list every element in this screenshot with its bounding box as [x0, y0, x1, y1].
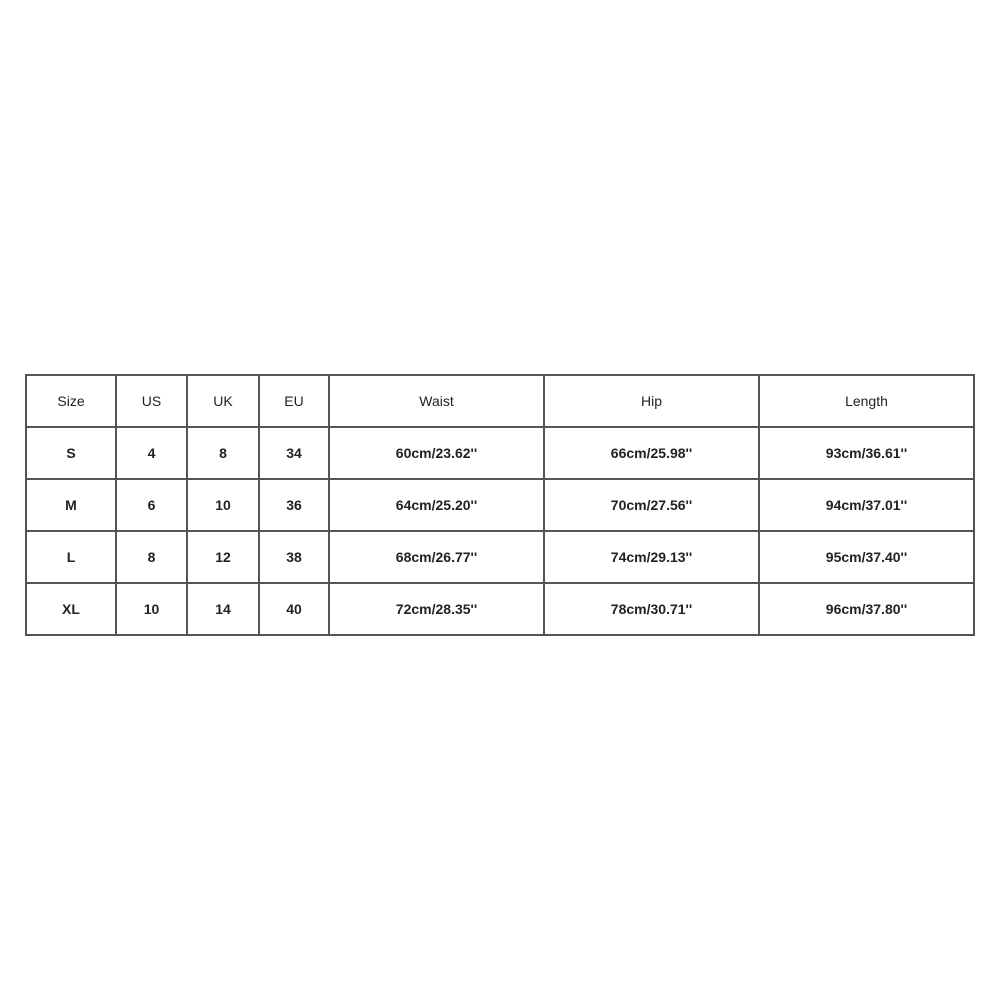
size-chart-body: [26, 427, 974, 635]
cell-hip: 66cm/25.98'': [544, 427, 759, 479]
cell-eu: 40: [259, 583, 329, 635]
cell-size: XL: [26, 583, 116, 635]
header-size: Size: [26, 375, 116, 427]
cell-uk: 12: [187, 531, 259, 583]
size-chart-table: [25, 374, 975, 636]
header-waist: Waist: [329, 375, 544, 427]
header-row: [26, 375, 974, 427]
cell-eu: 38: [259, 531, 329, 583]
cell-waist: 64cm/25.20'': [329, 479, 544, 531]
header-length: Length: [759, 375, 974, 427]
cell-hip: 70cm/27.56'': [544, 479, 759, 531]
cell-us: 4: [116, 427, 187, 479]
cell-length: 93cm/36.61'': [759, 427, 974, 479]
cell-hip: 74cm/29.13'': [544, 531, 759, 583]
header-us: US: [116, 375, 187, 427]
cell-eu: 36: [259, 479, 329, 531]
header-hip: Hip: [544, 375, 759, 427]
header-eu: EU: [259, 375, 329, 427]
table-row: [26, 427, 974, 479]
table-row: [26, 583, 974, 635]
cell-size: L: [26, 531, 116, 583]
cell-size: M: [26, 479, 116, 531]
cell-uk: 14: [187, 583, 259, 635]
cell-length: 94cm/37.01'': [759, 479, 974, 531]
cell-waist: 60cm/23.62'': [329, 427, 544, 479]
table-row: [26, 531, 974, 583]
cell-length: 96cm/37.80'': [759, 583, 974, 635]
header-uk: UK: [187, 375, 259, 427]
cell-size: S: [26, 427, 116, 479]
cell-us: 8: [116, 531, 187, 583]
cell-length: 95cm/37.40'': [759, 531, 974, 583]
size-chart-header: [26, 375, 974, 427]
table-row: [26, 479, 974, 531]
cell-waist: 68cm/26.77'': [329, 531, 544, 583]
cell-us: 6: [116, 479, 187, 531]
cell-eu: 34: [259, 427, 329, 479]
cell-hip: 78cm/30.71'': [544, 583, 759, 635]
cell-uk: 10: [187, 479, 259, 531]
cell-waist: 72cm/28.35'': [329, 583, 544, 635]
cell-uk: 8: [187, 427, 259, 479]
cell-us: 10: [116, 583, 187, 635]
